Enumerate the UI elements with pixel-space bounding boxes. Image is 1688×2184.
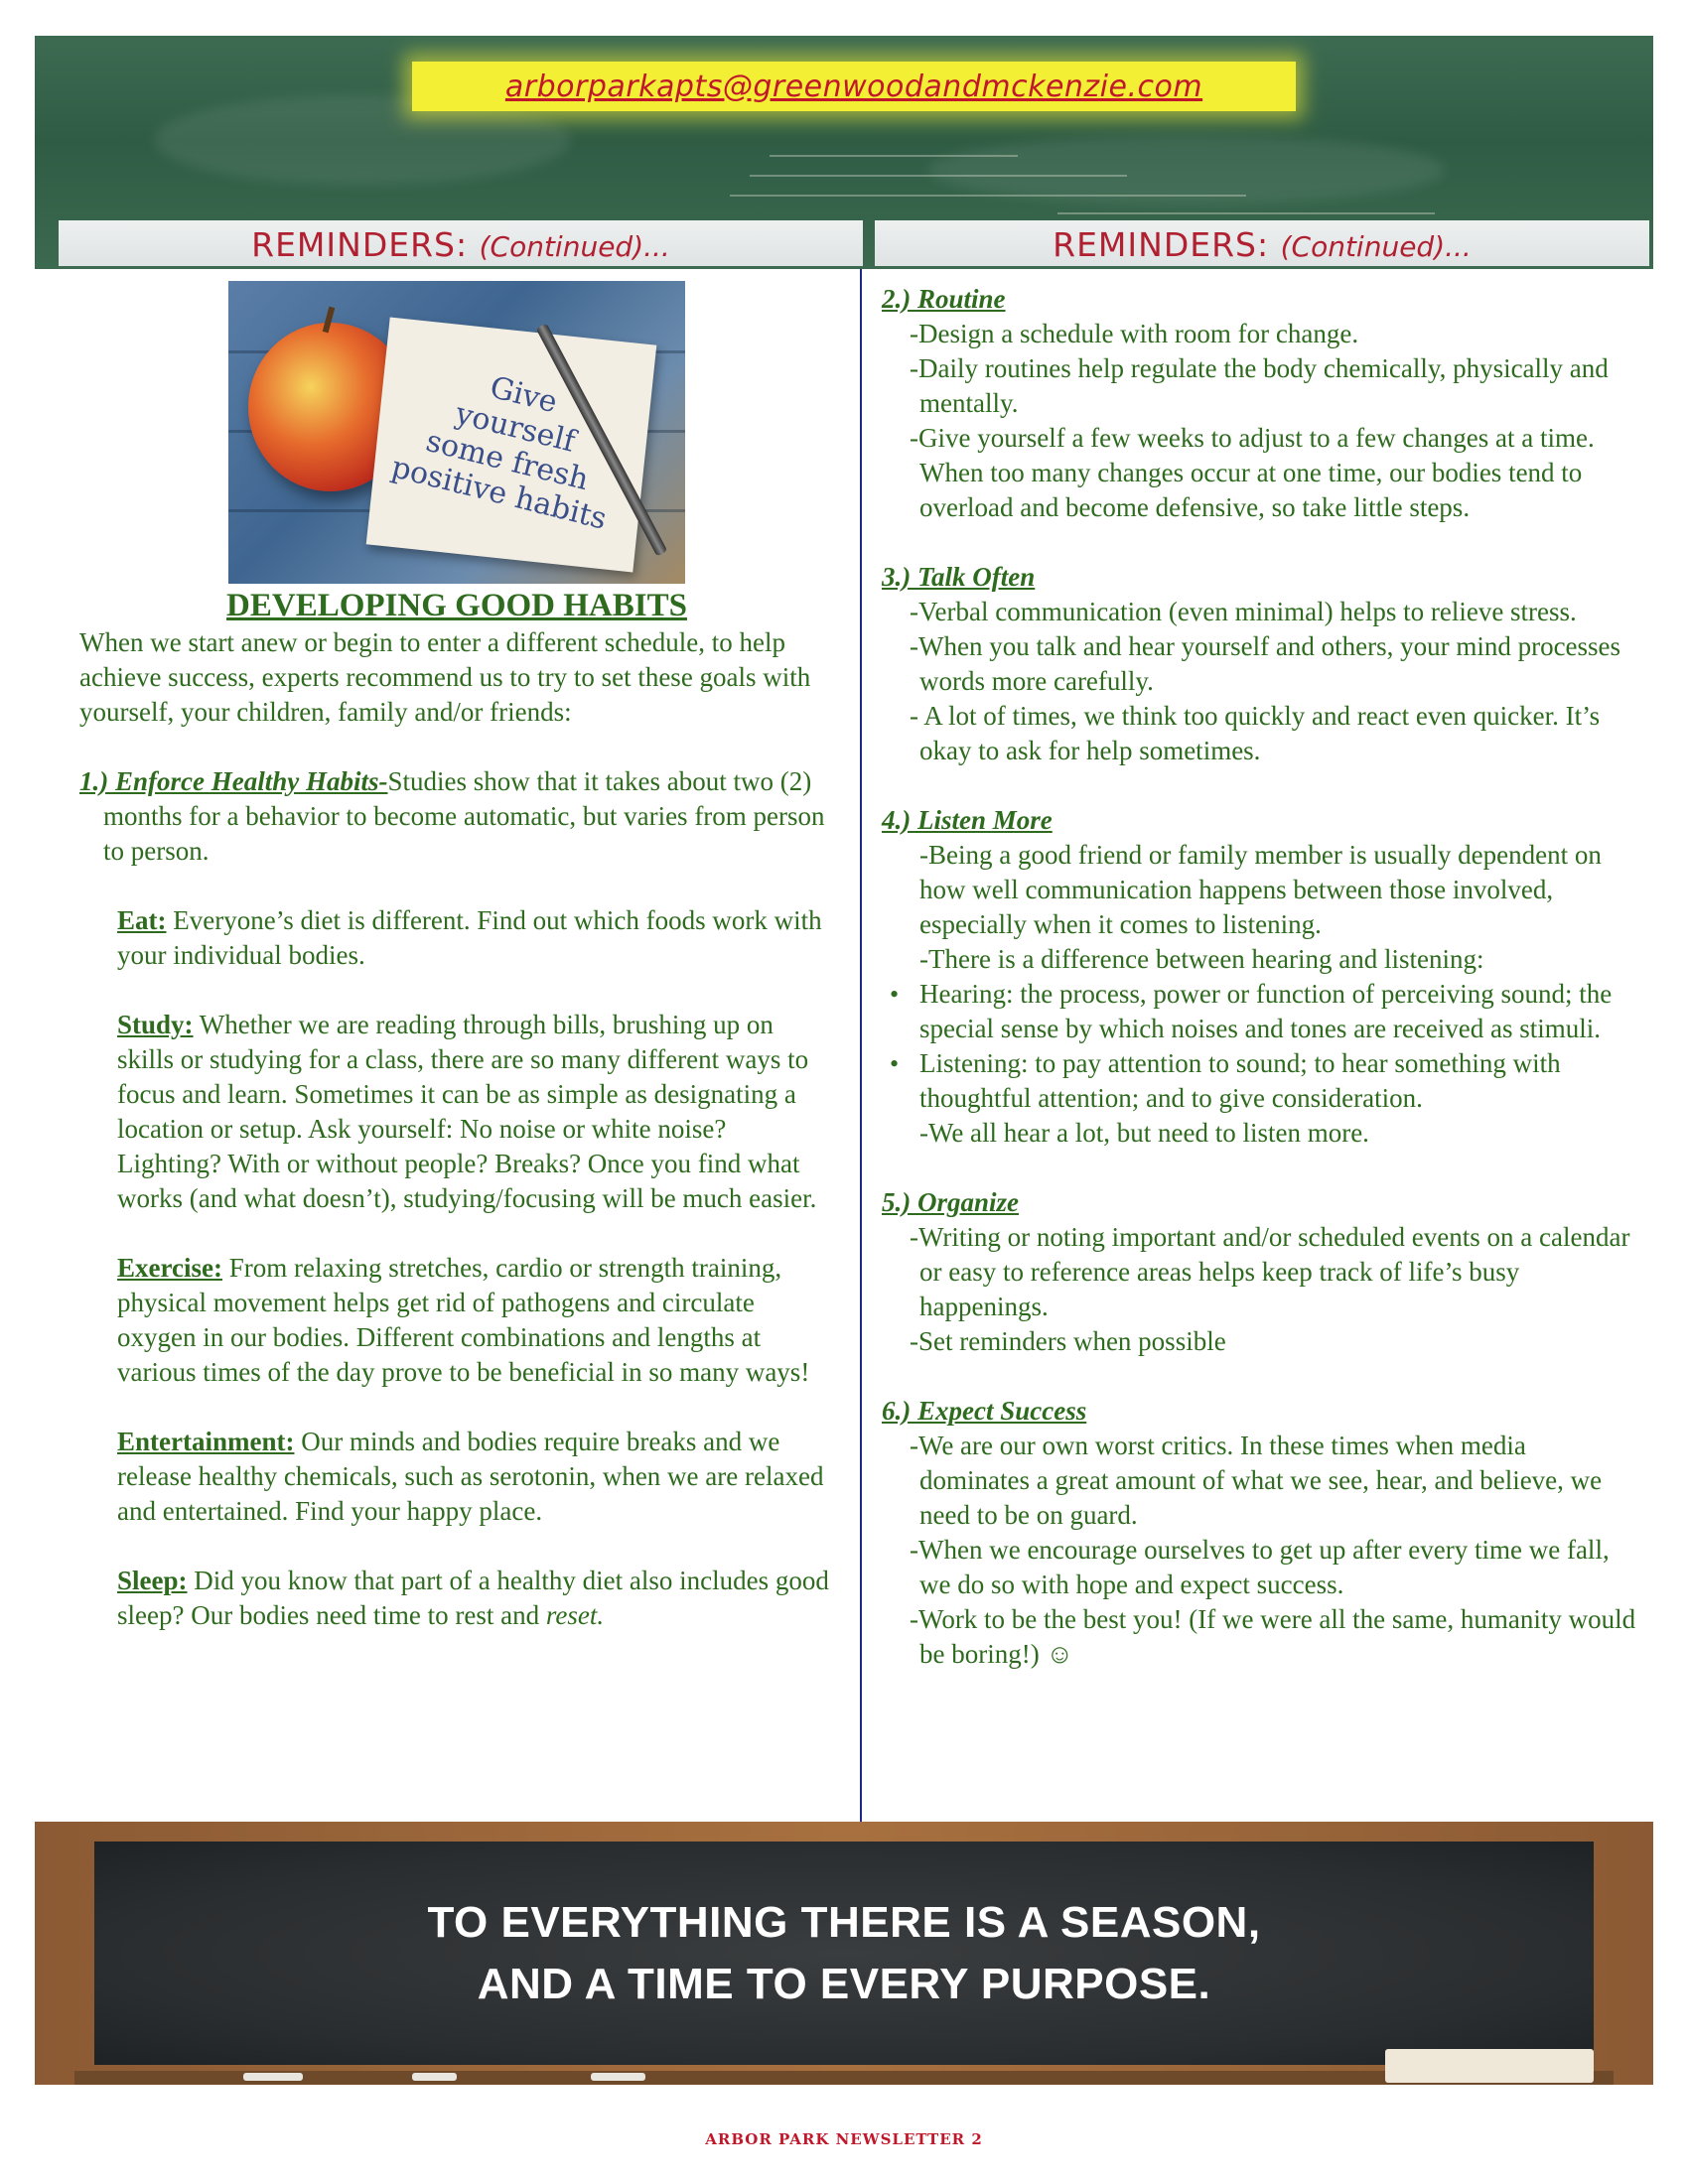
reminders-banner-left — [59, 220, 863, 266]
talk-item: -Verbal communication (even minimal) helps to relieve stress. — [910, 597, 1577, 626]
quote-line-1: TO EVERYTHING THERE IS A SEASON, — [427, 1897, 1261, 1947]
reminders-sub-right: (Continued)... — [1280, 230, 1472, 263]
expect-title: 6.) Expect Success — [882, 1396, 1087, 1426]
habit-1-title: 1.) Enforce Healthy Habits- — [79, 766, 388, 796]
apple-note-photo — [228, 281, 685, 584]
expect-item: -Work to be the best you! (If we were all the same, humanity would be boring!) ☺ — [910, 1604, 1636, 1669]
sleep-reset: reset. — [545, 1600, 605, 1630]
organize-title: 5.) Organize — [882, 1187, 1020, 1217]
entertainment-label: Entertainment: — [117, 1427, 295, 1456]
listen-bullet: • Hearing: the process, power or function of perceiving sound; the special sense by which noises and tones are received as stimuli. — [882, 977, 1636, 1046]
entertainment-paragraph — [79, 1425, 834, 1529]
listen-item: -There is a difference between hearing and listening: — [919, 944, 1484, 974]
routine-title: 2.) Routine — [882, 284, 1006, 314]
email-link[interactable]: arborparkapts@greenwoodandmckenzie.com — [504, 68, 1203, 104]
reminders-title-left: REMINDERS: — [251, 225, 469, 264]
listen-item: -We all hear a lot, but need to listen more. — [919, 1118, 1369, 1148]
study-label: Study: — [117, 1010, 194, 1039]
footer-chalkboard-frame — [35, 1822, 1653, 2085]
organize-item: -Writing or noting important and/or scheduled events on a calendar or easy to reference areas helps keep track of life’s busy happenings. — [910, 1222, 1630, 1321]
note-text: Give yourself some fresh positive habits — [388, 369, 611, 537]
study-paragraph — [79, 1008, 834, 1216]
note-card — [366, 318, 657, 573]
exercise-paragraph — [79, 1251, 834, 1390]
eraser-image — [1385, 2049, 1594, 2083]
exercise-label: Exercise: — [117, 1253, 222, 1283]
sleep-paragraph — [79, 1564, 834, 1633]
expect-item: -We are our own worst critics. In these times when media dominates a great amount of what we see, hear, and believe, we need to be on guard. — [910, 1431, 1603, 1530]
organize-item: -Set reminders when possible — [910, 1326, 1226, 1356]
talk-item: - A lot of times, we think too quickly and react even quicker. It’s okay to ask for help sometimes. — [910, 701, 1601, 765]
eat-paragraph — [79, 903, 834, 973]
page-footer: ARBOR PARK NEWSLETTER 2 — [705, 2130, 983, 2148]
header-chalkboard — [35, 36, 1653, 269]
routine-item: -Design a schedule with room for change. — [910, 319, 1359, 348]
study-text: Whether we are reading through bills, brushing up on skills or studying for a class, there are so many different ways to focus and learn. Sometimes it can be as simple as designating a location or setup. Ask yourself: No noise or white noise? Lighting? With or without people? Breaks? Once you find what works (and what doesn’t), studying/focusing will be much easier. — [117, 1010, 817, 1213]
expect-item: -When we encourage ourselves to get up after every time we fall, we do so with hope and expect success. — [910, 1535, 1610, 1599]
listen-title: 4.) Listen More — [882, 805, 1053, 835]
entertainment-text: Our minds and bodies require breaks and we release healthy chemicals, such as serotonin, when we are relaxed and entertained. Find your happy place. — [117, 1427, 824, 1526]
right-column — [882, 282, 1636, 1672]
left-column — [79, 625, 834, 1633]
listen-bullet: • Listening: to pay attention to sound; to hear something with thoughtful attention; and to give consideration. — [882, 1046, 1636, 1116]
listen-item: -Being a good friend or family member is usually dependent on how well communication happens between those involved, especially when it comes to listening. — [919, 840, 1602, 939]
intro-paragraph: When we start anew or begin to enter a different schedule, to help achieve success, experts recommend us to try to set these goals with yourself, your children, family and/or friends: — [79, 627, 811, 727]
footer-chalkboard — [94, 1842, 1594, 2065]
quote-line-2: AND A TIME TO EVERY PURPOSE. — [477, 1959, 1211, 2008]
habit-1-text: Studies show that it takes about two (2) months for a behavior to become automatic, but varies from person to person. — [103, 766, 825, 866]
sleep-label: Sleep: — [117, 1566, 188, 1595]
routine-item: -Daily routines help regulate the body chemically, physically and mentally. — [910, 353, 1609, 418]
habit-1 — [79, 764, 834, 869]
reminders-title-right: REMINDERS: — [1053, 225, 1270, 264]
developing-heading: DEVELOPING GOOD HABITS — [226, 588, 687, 623]
eat-label: Eat: — [117, 905, 167, 935]
column-divider — [860, 269, 862, 1857]
eat-text: Everyone’s diet is different. Find out which foods work with your individual bodies. — [117, 905, 822, 970]
chalk-tray — [74, 2071, 1614, 2085]
email-banner[interactable] — [412, 62, 1296, 111]
reminders-sub-left: (Continued)... — [479, 230, 670, 263]
talk-item: -When you talk and hear yourself and others, your mind processes words more carefully. — [910, 631, 1621, 696]
reminders-banner-right — [875, 220, 1649, 266]
talk-title: 3.) Talk Often — [882, 562, 1036, 592]
sleep-text: Did you know that part of a healthy diet also includes good sleep? Our bodies need time to rest and — [117, 1566, 829, 1630]
exercise-text: From relaxing stretches, cardio or strength training, physical movement helps get rid of pathogens and circulate oxygen in our bodies. Different combinations and lengths at various times of the day prove to be beneficial in so many ways! — [117, 1253, 810, 1387]
routine-item: -Give yourself a few weeks to adjust to a few changes at a time. When too many changes occur at one time, our bodies tend to overload and become defensive, so take little steps. — [910, 423, 1595, 522]
